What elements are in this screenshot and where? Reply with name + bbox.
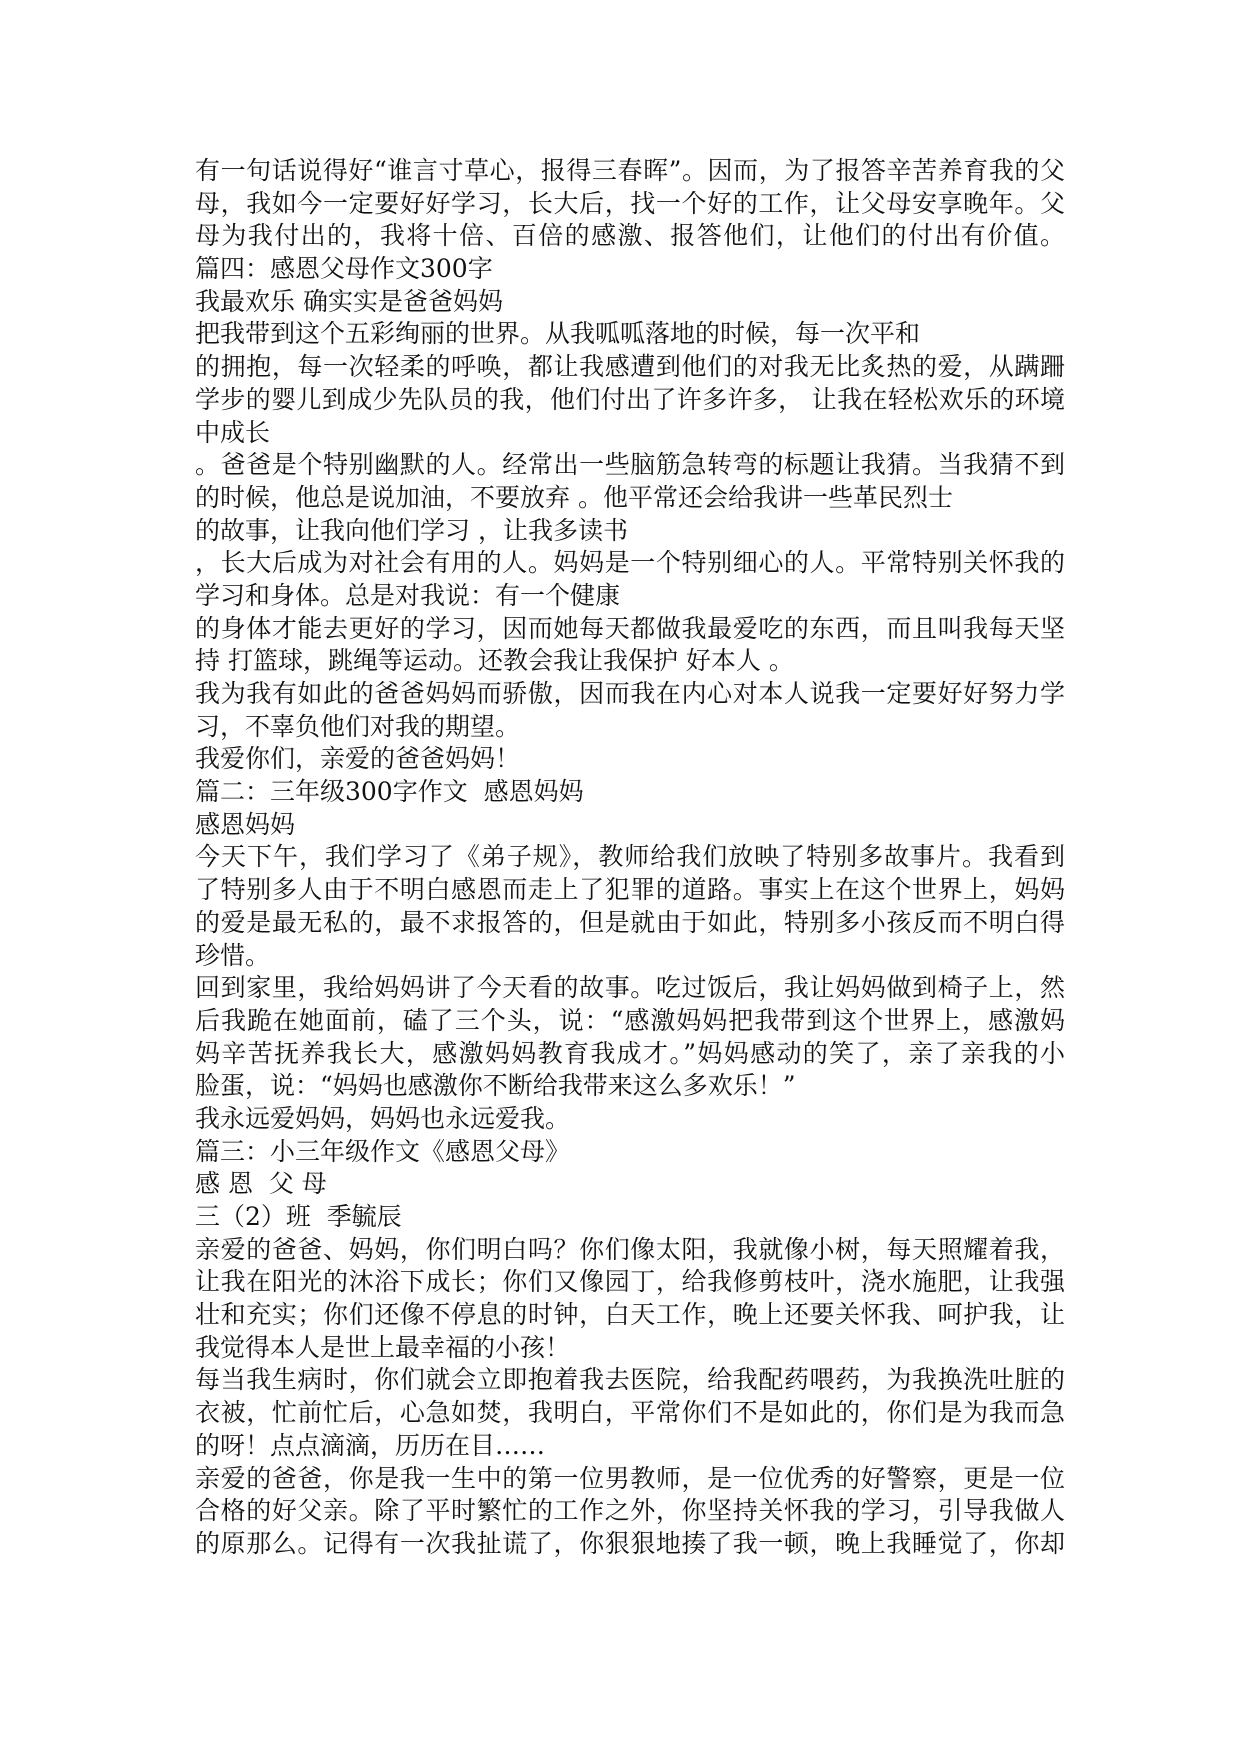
text-line: 的原那么。记得有一次我扯谎了，你狠狠地揍了我一顿，晚上我睡觉了，你却 xyxy=(195,1528,1065,1558)
text-line: 习，不辜负他们对我的期望。 xyxy=(195,711,521,741)
text-line: 的时候，他总是说加油，不要放弃 。他平常还会给我讲一些革民烈士 xyxy=(195,482,953,512)
text-line: 的故事，让我向他们学习 ，让我多读书 xyxy=(195,515,628,545)
text-line: ，长大后成为对社会有用的人。妈妈是一个特别细心的人。平常特别关怀我的 xyxy=(195,548,1065,578)
text-line: 让我在阳光的沐浴下成长；你们又像园丁，给我修剪枝叶，浇水施肥，让我强 xyxy=(195,1267,1065,1297)
text-line: 今天下午，我们学习了《弟子规》，教师给我们放映了特别多故事片。我看到 xyxy=(195,842,1065,872)
text-line: 壮和充实；你们还像不停息的时钟，白天工作，晚上还要关怀我、呵护我，让 xyxy=(195,1300,1065,1330)
text-line: 回到家里，我给妈妈讲了今天看的故事。吃过饭后，我让妈妈做到椅子上，然 xyxy=(195,973,1065,1003)
text-line: 每当我生病时，你们就会立即抱着我去医院，给我配药喂药，为我换洗吐脏的 xyxy=(195,1365,1065,1395)
text-line: 把我带到这个五彩绚丽的世界。从我呱呱落地的时候，每一次平和 xyxy=(195,319,921,349)
text-line: 衣被，忙前忙后，心急如焚，我明白，平常你们不是如此的，你们是为我而急 xyxy=(195,1398,1065,1428)
text-line: 合格的好父亲。除了平时繁忙的工作之外，你坚持关怀我的学习，引导我做人 xyxy=(195,1496,1065,1526)
text-line: 我爱你们，亲爱的爸爸妈妈！ xyxy=(195,744,521,774)
text-line: 亲爱的爸爸，你是我一生中的第一位男教师，是一位优秀的好警察，更是一位 xyxy=(195,1463,1065,1493)
text-line: 中成长 xyxy=(195,417,271,447)
text-line: 了特别多人由于不明白感恩而走上了犯罪的道路。事实上在这个世界上，妈妈 xyxy=(195,875,1065,905)
text-line: 亲爱的爸爸、妈妈，你们明白吗？你们像太阳，我就像小树，每天照耀着我， xyxy=(195,1234,1065,1264)
text-line: 有一句话说得好“谁言寸草心，报得三春晖”。因而，为了报答辛苦养育我的父 xyxy=(195,156,1065,185)
text-line: 后我跪在她面前，磕了三个头，说：“感激妈妈把我带到这个世界上，感激妈 xyxy=(195,1005,1065,1035)
text-line: 三（2）班 季毓辰 xyxy=(195,1202,402,1231)
text-line: 的爱是最无私的，最不求报答的，但是就由于如此，特别多小孩反而不明白得 xyxy=(195,907,1065,937)
text-line: 我觉得本人是世上最幸福的小孩！ xyxy=(195,1332,571,1362)
text-line: 篇三：小三年级作文《感恩父母》 xyxy=(195,1136,571,1166)
text-line: 。爸爸是个特别幽默的人。经常出一些脑筋急转弯的标题让我猜。当我猜不到 xyxy=(195,450,1065,480)
text-line: 篇二：三年级300字作文 感恩妈妈 xyxy=(195,777,584,807)
text-line: 母为我付出的，我将十倍、百倍的感激、报答他们，让他们的付出有价值。 xyxy=(195,221,1065,251)
text-line: 篇四：感恩父母作文300字 xyxy=(195,254,493,284)
document-body xyxy=(195,155,1065,1561)
text-line: 的呀！点点滴滴，历历在目…… xyxy=(195,1430,546,1460)
text-line: 我最欢乐 确实实是爸爸妈妈 xyxy=(195,286,503,316)
text-line: 母，我如今一定要好好学习，长大后，找一个好的工作，让父母安享晚年。父 xyxy=(195,188,1065,218)
text-line: 学步的婴儿到成少先队员的我，他们付出了许多许多， 让我在轻松欢乐的环境 xyxy=(195,384,1065,414)
text-line: 学习和身体。总是对我说：有一个健康 xyxy=(195,580,621,610)
text-line: 我永远爱妈妈，妈妈也永远爱我。 xyxy=(195,1103,571,1133)
text-line: 我为我有如此的爸爸妈妈而骄傲，因而我在内心对本人说我一定要好好努力学 xyxy=(195,679,1065,708)
text-line: 脸蛋，说：“妈妈也感激你不断给我带来这么多欢乐！” xyxy=(195,1071,796,1101)
text-line: 妈辛苦抚养我长大，感激妈妈教育我成才。”妈妈感动的笑了，亲了亲我的小 xyxy=(195,1038,1065,1068)
text-line: 感恩妈妈 xyxy=(195,809,296,839)
text-line: 持 打篮球，跳绳等运动。还教会我让我保护 好本人 。 xyxy=(195,646,794,676)
text-line: 感 恩 父 母 xyxy=(195,1169,327,1199)
text-line: 的身体才能去更好的学习，因而她每天都做我最爱吃的东西，而且叫我每天坚 xyxy=(195,613,1065,643)
text-line: 珍惜。 xyxy=(195,940,271,970)
text-line: 的拥抱，每一次轻柔的呼唤，都让我感遭到他们的对我无比炙热的爱，从蹒跚 xyxy=(195,352,1065,382)
